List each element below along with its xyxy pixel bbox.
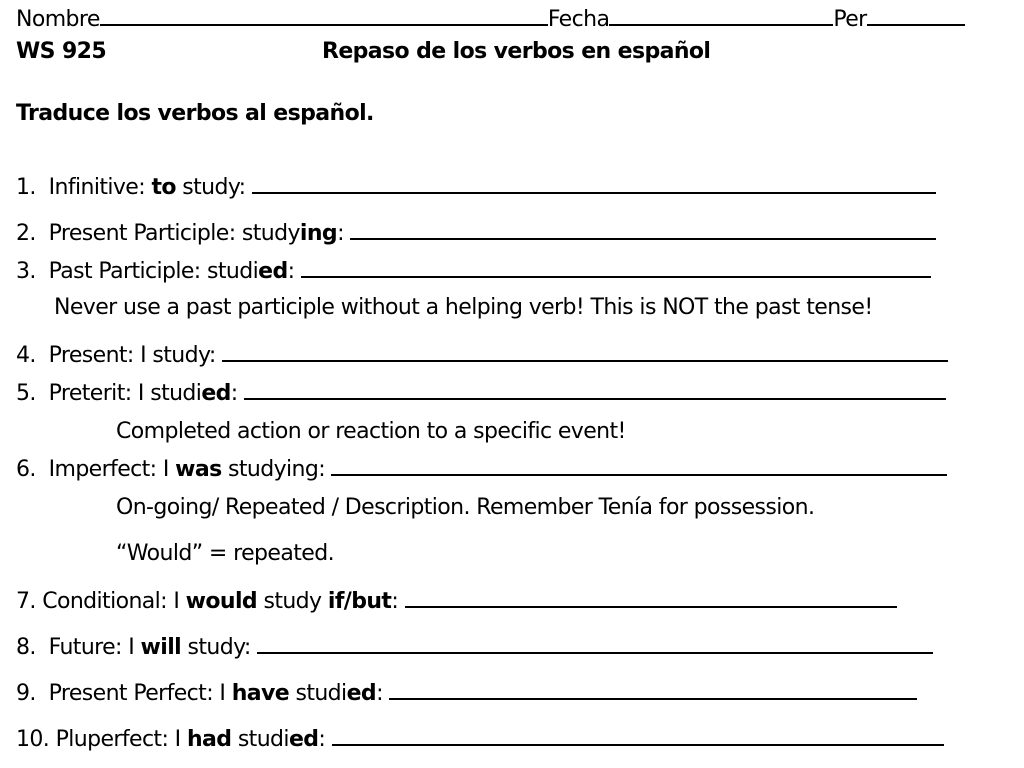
list-item [16, 256, 931, 286]
item-text: Infinitive: [48, 175, 152, 200]
item-text-bold: ed [201, 381, 231, 406]
item-text: : [230, 381, 238, 406]
item-number: 4. [16, 343, 36, 368]
note-past-participle: Never use a past participle without a helping verb! This is NOT the past tense! [54, 295, 873, 320]
item-number: 5. [16, 381, 36, 406]
item-text-bold: to [151, 175, 176, 200]
list-item [16, 724, 944, 754]
fecha-blank[interactable] [609, 4, 833, 26]
item-text: Past Participle: studi [48, 259, 259, 284]
fecha-label: Fecha [547, 7, 610, 32]
item-text: Future: I [48, 635, 141, 660]
answer-blank[interactable] [332, 724, 944, 746]
nombre-blank[interactable] [100, 4, 548, 26]
item-text-bold: had [186, 727, 232, 752]
answer-blank[interactable] [331, 454, 947, 476]
list-item [16, 678, 917, 708]
list-item [16, 340, 948, 370]
item-text: : [391, 589, 399, 614]
per-blank[interactable] [867, 4, 965, 26]
list-item [16, 454, 947, 484]
item-text-bold: ed [258, 259, 288, 284]
item-text: Present Perfect: I [48, 681, 232, 706]
item-text: : [287, 259, 295, 284]
list-item [16, 218, 936, 248]
item-number: 7. [16, 589, 36, 614]
item-text: studi [231, 727, 289, 752]
answer-blank[interactable] [257, 632, 933, 654]
instructions: Traduce los verbos al español. [16, 101, 374, 126]
answer-blank[interactable] [389, 678, 917, 700]
item-text-bold: ing [299, 221, 338, 246]
item-text: Preterit: I studi [48, 381, 202, 406]
item-text: Imperfect: I [48, 457, 176, 482]
note-imperfect: On-going/ Repeated / Description. Remember Tenía for possession. [116, 495, 815, 520]
item-text: study: [181, 635, 251, 660]
item-text: Present Participle: study [48, 221, 300, 246]
item-text: : [337, 221, 344, 246]
item-text-bold: have [231, 681, 290, 706]
item-text-bold: was [175, 457, 222, 482]
item-text-bold: will [140, 635, 182, 660]
item-number: 9. [16, 681, 36, 706]
item-number: 2. [16, 221, 36, 246]
header-fields [16, 4, 965, 34]
item-text: study [257, 589, 328, 614]
item-text: Present: I study: [48, 343, 216, 368]
per-label: Per [833, 7, 867, 32]
note-imperfect-would: “Would” = repeated. [116, 541, 334, 566]
item-text: : [318, 727, 326, 752]
item-number: 6. [16, 457, 36, 482]
note-preterit: Completed action or reaction to a specific event! [116, 419, 626, 444]
list-item [16, 378, 946, 408]
answer-blank[interactable] [222, 340, 948, 362]
list-item [16, 632, 933, 662]
item-text: : [376, 681, 383, 706]
item-number: 3. [16, 259, 36, 284]
item-text-bold: ed [288, 727, 319, 752]
item-text-bold: would [185, 589, 258, 614]
item-text-bold: if/but [327, 589, 392, 614]
list-item [16, 172, 936, 202]
worksheet-code: WS 925 [16, 39, 107, 64]
item-text: studi [289, 681, 347, 706]
page-title: Repaso de los verbos en español [322, 39, 711, 64]
item-number: 10. [16, 727, 50, 752]
list-item [16, 586, 897, 616]
answer-blank[interactable] [350, 218, 936, 240]
item-text: Pluperfect: I [55, 727, 187, 752]
item-text: study: [175, 175, 246, 200]
item-number: 1. [16, 175, 36, 200]
item-text: studying: [221, 457, 326, 482]
answer-blank[interactable] [405, 586, 897, 608]
answer-blank[interactable] [252, 172, 936, 194]
answer-blank[interactable] [301, 256, 931, 278]
nombre-label: Nombre [16, 7, 100, 32]
item-text: Conditional: I [42, 589, 186, 614]
answer-blank[interactable] [244, 378, 946, 400]
item-text-bold: ed [346, 681, 377, 706]
item-number: 8. [16, 635, 36, 660]
